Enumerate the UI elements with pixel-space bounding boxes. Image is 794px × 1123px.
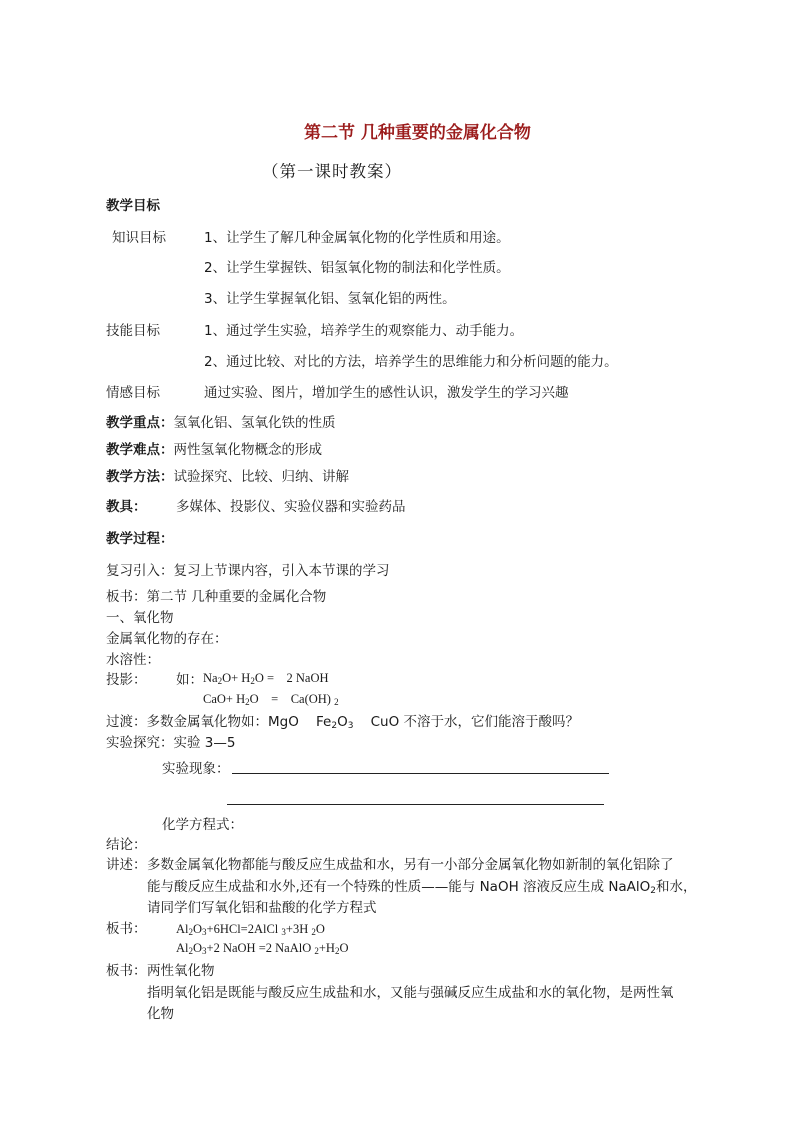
page-subtitle: （第一课时教案） bbox=[262, 162, 402, 181]
equation-cao: $CaO+ H_2O$ = Ca(OH) $_2$ bbox=[203, 692, 339, 707]
answer-line bbox=[227, 804, 604, 805]
emotion-text: 通过实验、图片，增加学生的感性认识，激发学生的学习兴趣 bbox=[204, 385, 569, 401]
conclusion-label: 结论： bbox=[106, 837, 147, 853]
process-label: 教学过程： bbox=[106, 531, 174, 547]
difficulty-text: 两性氢氧化物概念的形成 bbox=[173, 442, 322, 458]
key-point-label: 教学重点： bbox=[106, 415, 174, 431]
lecture-line: 请同学们写氧化铝和盐酸的化学方程式 bbox=[147, 900, 377, 916]
knowledge-label: 知识目标 bbox=[112, 230, 166, 246]
projection-label: 投影： bbox=[106, 672, 147, 688]
experiment-line: 实验探究：实验 3—5 bbox=[106, 735, 236, 751]
board-label: 板书： bbox=[106, 921, 147, 937]
equation-label: 化学方程式： bbox=[162, 817, 243, 833]
transition-line: 过渡：多数金属氧化物如：MgO $Fe_2O_3$ CuO 不溶于水，它们能溶于酸吗？ bbox=[106, 714, 580, 731]
difficulty-row bbox=[106, 441, 322, 459]
tools-text: 多媒体、投影仪、实验仪器和实验药品 bbox=[176, 499, 406, 515]
board-line: 板书：第二节 几种重要的金属化合物 bbox=[106, 589, 327, 605]
knowledge-item: 3、让学生掌握氧化铝、氢氧化铝的两性。 bbox=[204, 291, 456, 307]
amphoteric-line: 指明氧化铝是既能与酸反应生成盐和水，又能与强碱反应生成盐和水的氧化物，是两性氧 bbox=[147, 985, 674, 1001]
method-label: 教学方法： bbox=[106, 469, 174, 485]
knowledge-item: 2、让学生掌握铁、铝氢氧化物的制法和化学性质。 bbox=[204, 260, 510, 276]
key-point-row bbox=[106, 414, 336, 432]
tools-label: 教具： bbox=[106, 499, 147, 515]
phenomenon-label: 实验现象： bbox=[162, 761, 230, 777]
skill-item: 1、通过学生实验，培养学生的观察能力、动手能力。 bbox=[204, 323, 524, 339]
page-title: 第二节 几种重要的金属化合物 bbox=[304, 123, 531, 143]
lecture-line: 能与酸反应生成盐和水外,还有一个特殊的性质——能与 NaOH 溶液反应生成 NaAlO$_2$和水， bbox=[147, 879, 697, 896]
lecture-label: 讲述： bbox=[106, 857, 147, 873]
review-line: 复习引入：复习上节课内容，引入本节课的学习 bbox=[106, 563, 390, 579]
skill-label: 技能目标 bbox=[106, 323, 160, 339]
amphoteric-line: 化物 bbox=[147, 1006, 174, 1022]
equation-na2o: $Na_2O+ H_2O$ = 2 NaOH bbox=[203, 671, 329, 686]
board-title: 两性氧化物 bbox=[147, 963, 215, 979]
lecture-line: 多数金属氧化物都能与酸反应生成盐和水，另有一小部分金属氧化物如新制的氧化铝除了 bbox=[147, 857, 674, 873]
skill-item: 2、通过比较、对比的方法，培养学生的思维能力和分析问题的能力。 bbox=[204, 354, 618, 370]
emotion-label: 情感目标 bbox=[106, 385, 160, 401]
key-point-text: 氢氧化铝、氢氧化铁的性质 bbox=[173, 415, 336, 431]
method-row bbox=[106, 468, 349, 486]
equation-al2o3-hcl: $Al_2O_3+6HCl=2AlCl$ $_3$+3H $_2$O bbox=[176, 922, 325, 937]
water-solubility-line: 水溶性： bbox=[106, 652, 160, 668]
projection-prefix: 如： bbox=[176, 672, 203, 688]
equation-al2o3-naoh: $Al_2O_3+2$ NaOH =2 NaAlO $_2+H_2O$ bbox=[176, 941, 349, 956]
existence-line: 金属氧化物的存在： bbox=[106, 631, 228, 647]
knowledge-item: 1、让学生了解几种金属氧化物的化学性质和用途。 bbox=[204, 230, 510, 246]
board-label: 板书： bbox=[106, 963, 147, 979]
method-text: 试验探究、比较、归纳、讲解 bbox=[173, 469, 349, 485]
oxide-heading: 一、氧化物 bbox=[106, 610, 174, 626]
difficulty-label: 教学难点： bbox=[106, 442, 174, 458]
objectives-heading: 教学目标 bbox=[106, 198, 160, 214]
answer-line bbox=[232, 773, 609, 774]
